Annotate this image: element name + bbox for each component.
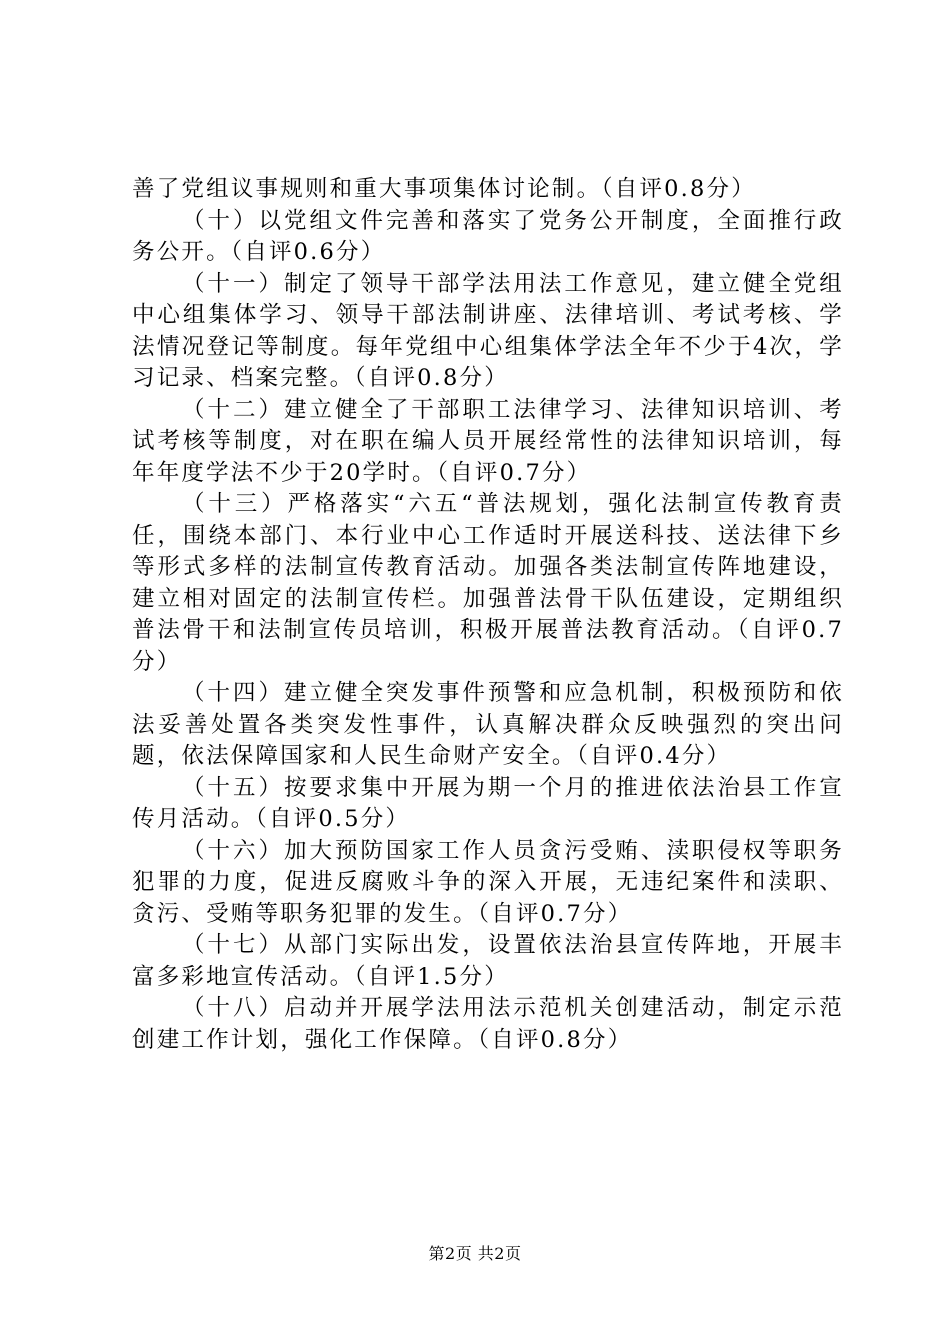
paragraph-item-15: （十五）按要求集中开展为期一个月的推进依法治县工作宣传月活动。（自评0.5分）	[132, 774, 844, 832]
paragraph-item-17: （十七）从部门实际出发，设置依法治县宣传阵地，开展丰富多彩地宣传活动。（自评1.5分）	[132, 932, 844, 990]
paragraph-item-12: （十二）建立健全了干部职工法律学习、法律知识培训、考试考核等制度，对在职在编人员开展经常性的法律知识培训，每年年度学法不少于20学时。（自评0.7分）	[132, 396, 844, 486]
paragraph-item-13: （十三）严格落实“六五“普法规划，强化法制宣传教育责任，围绕本部门、本行业中心工作适时开展送科技、送法律下乡等形式多样的法制宣传教育活动。加强各类法制宣传阵地建设，建立相对固定的法制宣传栏。加强普法骨干队伍建设，定期组织普法骨干和法制宣传员培训，积极开展普法教育活动。（自评0.7分）	[132, 491, 844, 675]
paragraph-continuation: 善了党组议事规则和重大事项集体讨论制。（自评0.8分）	[132, 176, 756, 202]
paragraph-item-18: （十八）启动并开展学法用法示范机关创建活动，制定示范创建工作计划，强化工作保障。（自评0.8分）	[132, 995, 844, 1053]
page-number-footer: 第2页 共2页	[428, 1244, 522, 1263]
document-body	[132, 174, 844, 1056]
paragraph-item-16: （十六）加大预防国家工作人员贪污受贿、渎职侵权等职务犯罪的力度，促进反腐败斗争的深入开展，无违纪案件和渎职、贪污、受贿等职务犯罪的发生。（自评0.7分）	[132, 837, 844, 927]
paragraph-item-10: （十）以党组文件完善和落实了党务公开制度，全面推行政务公开。（自评0.6分）	[132, 207, 844, 265]
paragraph-item-11: （十一）制定了领导干部学法用法工作意见，建立健全党组中心组集体学习、领导干部法制讲座、法律培训、考试考核、学法情况登记等制度。每年党组中心组集体学法全年不少于4次，学习记录、档案完整。（自评0.8分）	[132, 270, 844, 391]
paragraph-item-14: （十四）建立健全突发事件预警和应急机制，积极预防和依法妥善处置各类突发性事件，认真解决群众反映强烈的突出问题，依法保障国家和人民生命财产安全。（自评0.4分）	[132, 680, 844, 769]
